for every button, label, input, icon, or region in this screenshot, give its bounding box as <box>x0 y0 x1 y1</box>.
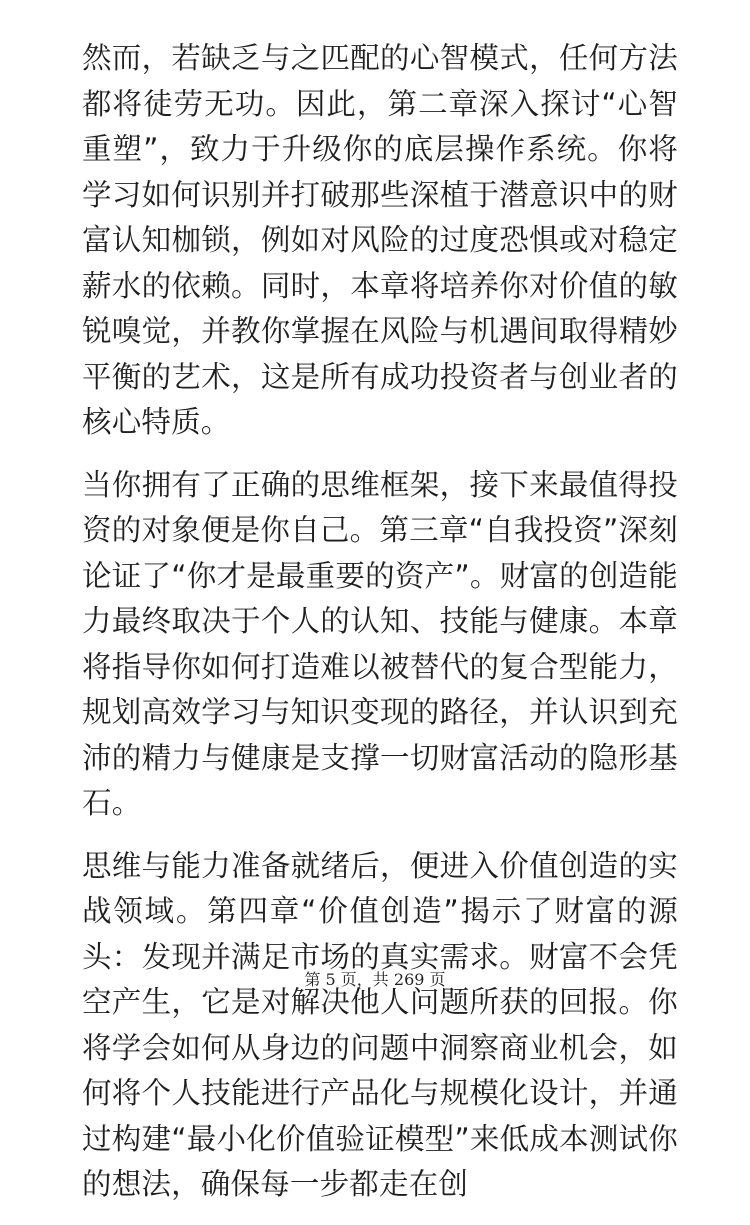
paragraph-2: 当你拥有了正确的思维框架，接下来最值得投资的对象便是你自己。第三章“自我投资”深刻论证了“你才是最重要的资产”。财富的创造能力最终取决于个人的认知、技能与健康。本章将指导你如何打造难以被替代的复合型能力，规划高效学习与知识变现的路径，并认识到充沛的精力与健康是支撑一切财富活动的隐形基石。 <box>82 467 678 820</box>
body-text <box>82 36 678 1225</box>
paragraph-3: 思维与能力准备就绪后，便进入价值创造的实战领域。第四章“价值创造”揭示了财富的源头：发现并满足市场的真实需求。财富不会凭空产生，它是对解决他人问题所获的回报。你将学会如何从身边的问题中洞察商业机会，如何将个人技能进行产品化与规模化设计，并通过构建“最小化价值验证模型”来低成本测试你的想法，确保每一步都走在创 <box>82 848 678 1201</box>
page-number-footer: 第 5 页，共 269 页 <box>304 970 446 989</box>
paragraph-1: 然而，若缺乏与之匹配的心智模式，任何方法都将徒劳无功。因此，第二章深入探讨“心智重塑”，致力于升级你的底层操作系统。你将学习如何识别并打破那些深植于潜意识中的财富认知枷锁，例如对风险的过度恐惧或对稳定薪水的依赖。同时，本章将培养你对价值的敏锐嗅觉，并教你掌握在风险与机遇间取得精妙平衡的艺术，这是所有成功投资者与创业者的核心特质。 <box>82 41 678 439</box>
